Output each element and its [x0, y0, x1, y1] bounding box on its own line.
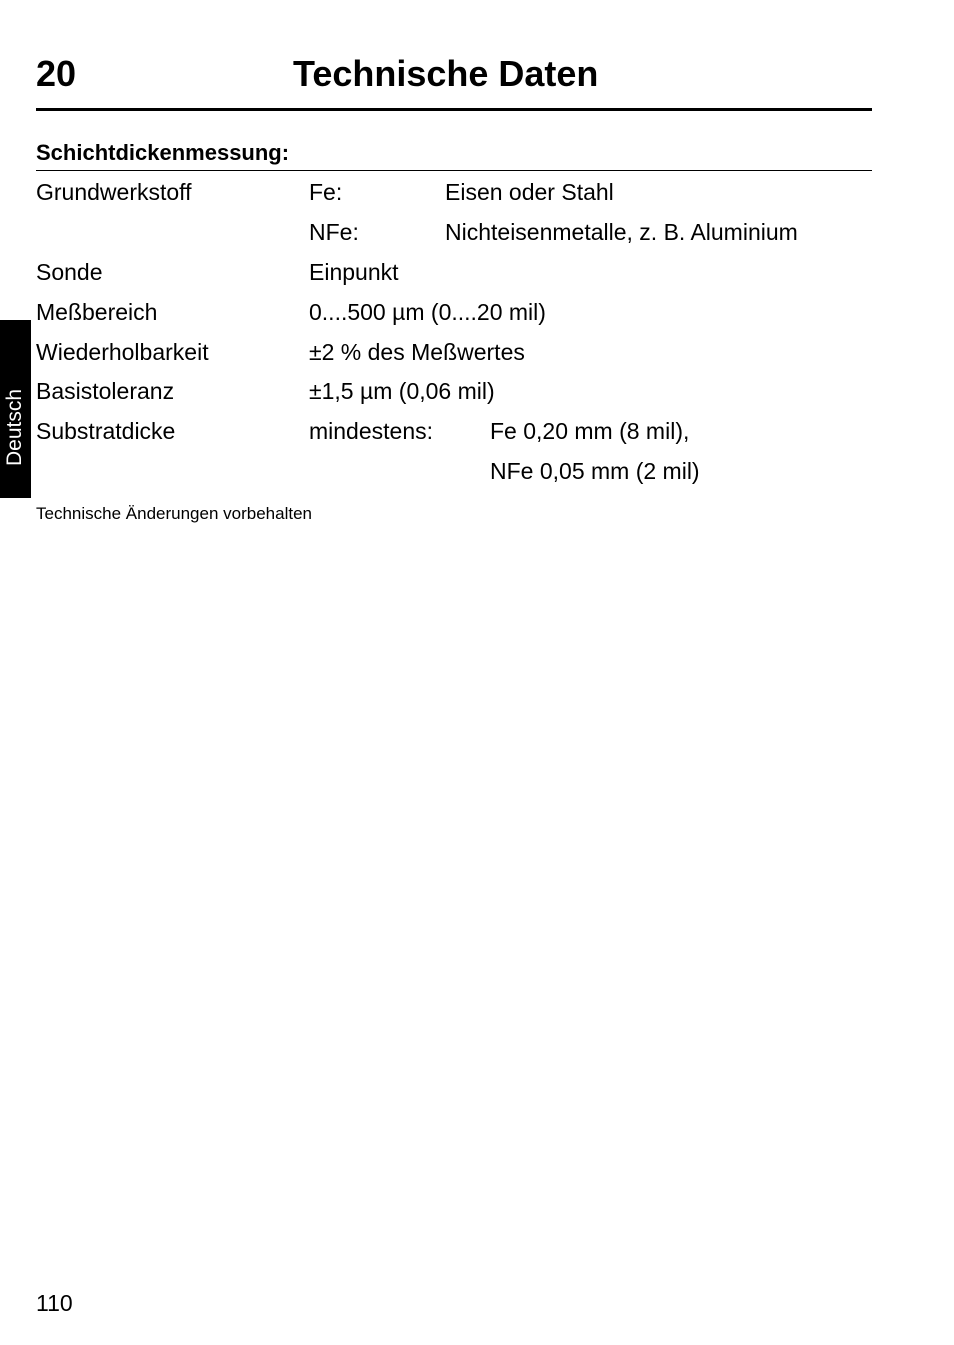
chapter-title: Technische Daten — [293, 53, 599, 94]
spec-value-messbereich: 0....500 µm (0....20 mil) — [309, 299, 546, 325]
page-number: 110 — [36, 1290, 73, 1316]
spec-value-substratdicke-nfe: NFe 0,05 mm (2 mil) — [490, 458, 700, 484]
spec-value-basistoleranz: ±1,5 µm (0,06 mil) — [309, 378, 495, 404]
spec-label-grundwerkstoff: Grundwerkstoff — [36, 179, 192, 205]
language-tab — [0, 320, 31, 498]
chapter-header — [36, 50, 872, 111]
spec-value-nfe: Nichteisenmetalle, z. B. Aluminium — [445, 219, 798, 245]
spec-label-sonde: Sonde — [36, 259, 103, 285]
spec-label-basistoleranz: Basistoleranz — [36, 378, 175, 404]
language-tab-label: Deutsch — [3, 388, 26, 466]
spec-code-fe: Fe: — [309, 179, 343, 205]
spec-value-wiederholbarkeit: ±2 % des Meßwertes — [309, 339, 525, 365]
spec-label-wiederholbarkeit: Wiederholbarkeit — [36, 339, 209, 365]
spec-value-fe: Eisen oder Stahl — [445, 179, 614, 205]
spec-value-substratdicke-fe: Fe 0,20 mm (8 mil), — [490, 418, 690, 444]
spec-label-messbereich: Meßbereich — [36, 299, 158, 325]
section-heading: Schichtdickenmessung: — [36, 138, 872, 171]
spec-code-nfe: NFe: — [309, 219, 359, 245]
chapter-number: 20 — [36, 53, 77, 94]
spec-label-substratdicke: Substratdicke — [36, 418, 176, 444]
spec-qualifier-substratdicke: mindestens: — [309, 418, 434, 444]
spec-value-sonde: Einpunkt — [309, 259, 399, 285]
footnote: Technische Änderungen vorbehalten — [36, 504, 312, 523]
